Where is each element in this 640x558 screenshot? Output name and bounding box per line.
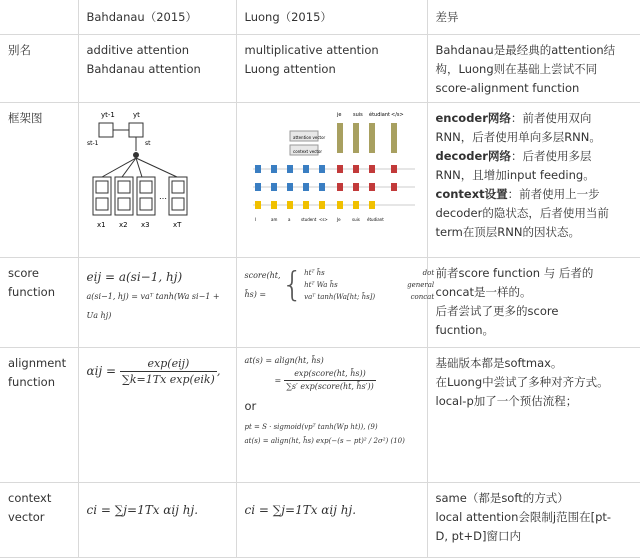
alignment-luong-softmax: = $\frac{\text{exp(score(ht, h̄s))}}{\text{∑s′ exp(score(ht, h̄s′))}}$ (274, 369, 374, 391)
luong-bottom-word: a (287, 217, 290, 222)
alignment-bahdanau-numerator: exp(eij) (120, 356, 217, 372)
alignment-luong-line1: at(s) = align(ht, h̄s) (244, 356, 324, 365)
luong-bottom-word: I (254, 217, 256, 222)
bahdanau-s1-label: st-1 (86, 140, 98, 147)
context-luong (236, 483, 427, 558)
framework-label: 框架图 (0, 103, 78, 258)
score-luong-lhs: score(ht, h̄s) = (244, 271, 281, 299)
alignment-luong (236, 348, 427, 483)
score-diff (427, 258, 640, 348)
luong-attention-label: attention vector (292, 135, 325, 140)
luong-top-word: </s> (390, 112, 404, 118)
alias-luong-line: multiplicative attention (244, 43, 379, 57)
luong-bottom-word: Je (336, 217, 341, 222)
framework-diff-line (436, 185, 635, 204)
score-label-line: function (8, 285, 55, 299)
alias-luong-line: Luong attention (244, 62, 336, 76)
context-luong-formula: ci = ∑j=1Tx αij hj. (244, 503, 357, 517)
context-label (0, 483, 78, 558)
alias-diff-line: score-alignment function (435, 81, 580, 95)
score-luong-case-name: general (407, 281, 435, 289)
context-diff-line: D, pt+D]窗口内 (435, 529, 521, 543)
luong-top-word: étudiant (368, 112, 390, 118)
score-luong-case-name: dot (422, 269, 435, 277)
bahdanau-x-label: x3 (140, 221, 150, 229)
luong-architecture-diagram (245, 109, 421, 234)
alignment-diff-line: 在Luong中尝试了多种对齐方式。 (435, 375, 609, 389)
row-context (0, 483, 640, 558)
header-empty-cell (0, 0, 78, 35)
header-luong: Luong（2015） (236, 0, 427, 35)
score-luong (236, 258, 435, 348)
framework-diff-bold: context设置 (435, 187, 508, 201)
framework-diff-line (436, 109, 635, 128)
context-bahdanau-formula: ci = ∑j=1Tx αij hj. (86, 503, 199, 517)
framework-diff-line: term在顶层RNN的因状态。 (435, 225, 581, 239)
alias-bahdanau-line: Bahdanau attention (86, 62, 201, 76)
bahdanau-x-label: xT (172, 221, 181, 229)
context-diff-line: local attention会限制j范围在[pt- (435, 510, 612, 524)
bahdanau-x-label: x1 (96, 221, 106, 229)
alignment-bahdanau-formula: αij = $\frac{\text{exp(eij)}}{\text{∑k=1Tx exp(eik)}}$ , (86, 357, 221, 386)
luong-bottom-word: <s> (318, 217, 328, 222)
framework-diff-line: RNN，且增加input feeding。 (435, 168, 595, 182)
alignment-luong-fraction (284, 368, 376, 393)
alignment-luong-pt: pt = S · sigmoid(vpᵀ tanh(Wp ht)), (9) (244, 423, 378, 431)
framework-diff-line: RNN，后者使用单向多层RNN。 (435, 130, 601, 144)
context-diff (427, 483, 640, 558)
score-bahdanau-subformula: a(si−1, hj) = vaᵀ tanh(Wa si−1 + Ua hj) (86, 292, 220, 320)
alignment-luong-numerator: exp(score(ht, h̄s)) (284, 368, 376, 381)
luong-top-word: je (336, 112, 341, 118)
svg-text:…: … (158, 192, 167, 201)
score-diff-line: concat是一样的。 (435, 285, 532, 299)
framework-bahdanau (78, 103, 236, 258)
alias-diff-line: Bahdanau是最经典的attention结 (435, 43, 616, 57)
context-label-line: vector (8, 510, 45, 524)
framework-diff-line: decoder的隐状态，后者使用当前 (435, 206, 609, 220)
alias-bahdanau-line: additive attention (86, 43, 190, 57)
bahdanau-architecture-diagram (87, 109, 227, 234)
header-bahdanau: Bahdanau（2015） (78, 0, 236, 35)
framework-diff-line (436, 147, 635, 166)
alignment-luong-or: or (244, 399, 257, 413)
alignment-label-line: function (8, 375, 55, 389)
alignment-luong-denominator: ∑s′ exp(score(ht, h̄s′)) (286, 382, 374, 391)
framework-diff-text: ：前者使用上一步 (507, 187, 600, 201)
score-label (0, 258, 78, 348)
alignment-bahdanau-denominator: ∑k=1Tx exp(eik) (122, 373, 215, 386)
framework-diff-text: ：前者使用双向 (510, 111, 592, 125)
luong-context-label: context vector (292, 149, 322, 154)
row-alias (0, 35, 640, 103)
context-label-line: context (8, 491, 52, 505)
luong-bottom-word: étudiant (366, 217, 384, 222)
context-bahdanau (78, 483, 236, 558)
score-diff-line: 后者尝试了更多的score (435, 304, 559, 318)
framework-diff-bold: decoder网络 (435, 149, 511, 163)
alignment-diff-line: local-p加了一个预估流程； (435, 394, 578, 408)
framework-luong (236, 103, 427, 258)
alignment-label (0, 348, 78, 483)
score-label-line: score (8, 266, 39, 280)
score-bahdanau (78, 258, 236, 348)
row-framework (0, 103, 640, 258)
bahdanau-x-label: x2 (118, 221, 128, 229)
score-diff-line: 前者score function 与 后者的 (435, 266, 594, 280)
row-score (0, 258, 640, 348)
score-bahdanau-formula: eij = a(si−1, hj) (86, 270, 183, 284)
alignment-diff (427, 348, 640, 483)
alignment-diff-line: 基础版本都是softmax。 (435, 356, 563, 370)
luong-bottom-word: am (270, 217, 277, 222)
score-diff-line: fucntion。 (435, 323, 494, 337)
alignment-bahdanau (78, 348, 236, 483)
alignment-bahdanau-lhs: αij = (86, 364, 117, 378)
header-diff: 差异 (427, 0, 640, 35)
alias-diff (427, 35, 640, 103)
alignment-label-line: alignment (8, 356, 67, 370)
context-diff-line: same（都是soft的方式） (435, 491, 569, 505)
framework-diff (427, 103, 640, 258)
alignment-bahdanau-fraction (120, 356, 217, 387)
row-alignment (0, 348, 640, 483)
framework-diff-bold: encoder网络 (435, 111, 511, 125)
score-luong-case-expr: htᵀ Wa h̄s (304, 281, 338, 289)
score-luong-cases (304, 267, 434, 303)
alias-luong (236, 35, 427, 103)
luong-top-word: suis (352, 112, 363, 118)
alias-diff-line: 构，Luong则在基础上尝试不同 (435, 62, 598, 76)
luong-bottom-word: student (300, 217, 316, 222)
framework-diff-text: ：后者使用多层 (510, 149, 592, 163)
alias-bahdanau (78, 35, 236, 103)
header-row (0, 0, 640, 35)
score-luong-case-expr: htᵀ h̄s (304, 269, 325, 277)
alias-label: 别名 (0, 35, 78, 103)
bahdanau-y1-label: yt-1 (100, 111, 115, 119)
alignment-luong-local: at(s) = align(ht, h̄s) exp(−(s − pt)² / 2σ²) (10) (244, 437, 405, 445)
score-luong-case-expr: vaᵀ tanh(Wa[ht; h̄s]) (304, 293, 376, 301)
bahdanau-y2-label: yt (132, 111, 140, 119)
score-luong-case-name: concat (410, 293, 435, 301)
score-luong-formula: score(ht, h̄s) = { htᵀ h̄s dot htᵀ Wa h̄s general vaᵀ tanh(Wa[ht; h̄s]) concat (244, 265, 435, 305)
bahdanau-s2-label: st (144, 140, 150, 147)
luong-bottom-word: suis (351, 217, 360, 222)
